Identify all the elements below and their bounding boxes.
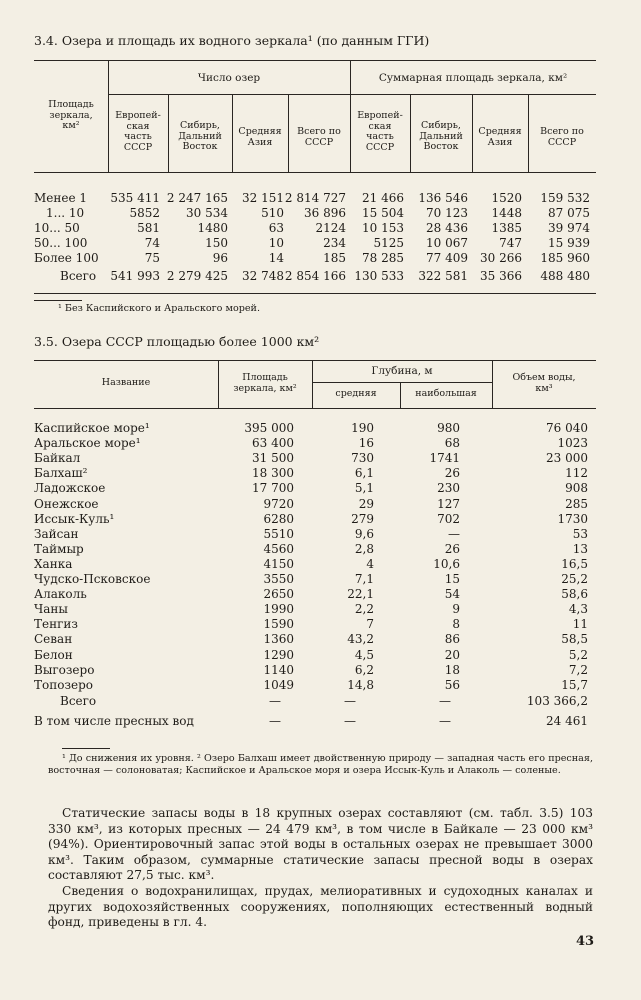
col-header-depth-max: наибольшая [415, 388, 477, 399]
table-cell: 1140 [263, 662, 294, 677]
table-cell: 78 285 [362, 251, 404, 265]
table-cell: 10 [268, 236, 284, 250]
lake-name: Байкал [34, 451, 81, 466]
table-cell: 15 939 [548, 236, 590, 250]
table-rule [34, 360, 596, 361]
lake-name: Балхаш² [34, 466, 88, 481]
table-cell: 30 534 [186, 206, 228, 220]
table-cell: 2 247 165 [166, 191, 228, 205]
table-cell: 2 854 166 [284, 269, 346, 283]
table-cell: 68 [444, 436, 460, 451]
table-cell: 32 151 [242, 191, 284, 205]
table-cell: 127 [437, 496, 460, 511]
col-header-name: Название [101, 377, 151, 388]
table-rule [34, 60, 596, 61]
table-cell: 541 993 [110, 269, 160, 283]
table-cell: 7 [366, 617, 374, 632]
table-cell: 9,6 [354, 526, 374, 541]
table-rule [34, 408, 596, 409]
col-header-area: Площадь зеркала, км² [48, 99, 94, 131]
lake-name: В том числе пресных вод [34, 714, 194, 728]
table-cell: 1385 [491, 221, 522, 235]
table-cell: 103 366,2 [526, 694, 588, 708]
lake-name: Тенгиз [34, 617, 78, 632]
table-cell: 56 [444, 677, 460, 692]
table-cell: 322 581 [418, 269, 468, 283]
table-3-5-footnote: ¹ До снижения их уровня. ² Озеро Балхаш имеет двойственную природу — западная часть его пресная, восточная — солоноватая; Каспийское и Аральское моря и озера Иссык-Куль и Алаколь — соленые. [48, 753, 593, 776]
lake-name: Севан [34, 632, 73, 647]
table-cell: 5,2 [568, 647, 588, 662]
table-cell: 1730 [557, 511, 588, 526]
table-cell: 15 [444, 572, 460, 586]
table-cell: 510 [261, 206, 284, 220]
sub-header: Средняя Азия [478, 126, 522, 148]
table-cell: 16 [358, 436, 374, 451]
table-cell: 10 067 [426, 236, 468, 250]
row-label: 50... 100 [34, 236, 88, 250]
table-rule [108, 94, 596, 95]
table-cell: 25,2 [561, 572, 588, 586]
table-cell: — [269, 714, 281, 728]
table-cell: 159 532 [540, 191, 590, 205]
lake-name: Зайсан [34, 526, 79, 541]
table-cell: 29 [358, 496, 374, 511]
body-paragraph: Сведения о водохранилищах, прудах, мелиоративных и судоходных каналах и других водохозяйственных сооружениях, пополняющих естественный водный фонд, приведены в гл. 4. [48, 884, 593, 929]
sub-header: Сибирь, Дальний Восток [419, 120, 463, 152]
footnote-rule [34, 300, 82, 301]
lake-name: Белон [34, 647, 73, 662]
table-cell: 30 266 [480, 251, 522, 265]
table-cell: 908 [565, 481, 588, 496]
table-cell: 1448 [491, 206, 522, 220]
table-cell: — [439, 714, 451, 728]
body-paragraph: Статические запасы воды в 18 крупных озерах составляют (см. табл. 3.5) 103 330 км³, из которых пресных — 24 479 км³, в том числе в Байкале — 23 000 км³ (94%). Ориентировочный запас этой воды в остальных озерах не превышает 3000 км³. Таким образом, суммарные статические запасы пресной воды в озерах составляют 27,5 тыс. км³. [48, 806, 593, 882]
table-rule [34, 172, 596, 173]
table-cell: 488 480 [540, 269, 590, 283]
lake-name: Алаколь [34, 587, 87, 602]
table-cell: 4,5 [354, 647, 374, 662]
table-cell: 980 [437, 421, 460, 435]
table-cell: 17 700 [252, 481, 294, 496]
table-cell: 8 [452, 617, 460, 632]
row-label: 1... 10 [46, 206, 85, 220]
col-header-depth: Глубина, м [371, 365, 433, 377]
table-cell: 136 546 [418, 191, 468, 205]
table-cell: 150 [205, 236, 228, 250]
table-cell: 70 123 [426, 206, 468, 220]
table-cell: 32 748 [242, 269, 284, 283]
lake-name: Чаны [34, 602, 68, 617]
table-cell: 1480 [197, 221, 228, 235]
lake-name: Иссык-Куль¹ [34, 511, 115, 526]
table-cell: 4,3 [568, 602, 588, 617]
table-cell: 2 814 727 [284, 191, 346, 205]
table-cell: 747 [499, 236, 522, 250]
lake-name: Каспийское море¹ [34, 421, 150, 435]
table-cell: 5125 [373, 236, 404, 250]
table-cell: 2650 [263, 587, 294, 602]
table-cell: 112 [565, 466, 588, 481]
table-3-4-title: 3.4. Озера и площадь их водного зеркала¹ (по данным ГГИ) [34, 33, 430, 48]
table-cell: — [269, 694, 281, 708]
table-cell: 18 300 [252, 466, 294, 481]
table-cell: 11 [572, 617, 588, 632]
table-cell: 21 466 [362, 191, 404, 205]
page-number: 43 [576, 934, 595, 949]
table-cell: 9 [452, 602, 460, 617]
table-cell: 395 000 [244, 421, 294, 435]
lake-name: Аральское море¹ [34, 436, 141, 451]
lake-name: Ладожское [34, 481, 106, 496]
table-cell: 23 000 [546, 451, 588, 466]
table-cell: 74 [144, 236, 160, 250]
table-3-4-footnote: ¹ Без Каспийского и Аральского морей. [58, 303, 260, 314]
table-cell: 26 [444, 541, 460, 556]
table-cell: 702 [437, 511, 460, 526]
sub-header: Средняя Азия [238, 126, 282, 148]
group-header-total-area: Суммарная площадь зеркала, км² [378, 72, 568, 84]
table-cell: 4150 [263, 556, 294, 571]
table-cell: 10,6 [433, 556, 460, 571]
table-cell: 20 [444, 647, 460, 662]
table-cell: 185 [323, 251, 346, 265]
table-cell: 36 896 [304, 206, 346, 220]
table-cell: 1290 [263, 647, 294, 662]
table-cell: 14 [268, 251, 284, 265]
lake-name: Выгозеро [34, 662, 95, 677]
table-cell: 1360 [263, 632, 294, 647]
col-header-depth-average: средняя [335, 388, 377, 399]
table-cell: 24 461 [546, 714, 588, 728]
table-cell: 185 960 [540, 251, 590, 265]
row-label: 10... 50 [34, 221, 80, 235]
lake-name: Онежское [34, 496, 99, 511]
table-cell: 53 [572, 526, 588, 541]
table-cell: 4 [366, 556, 374, 571]
table-cell: 7,2 [568, 662, 588, 677]
table-cell: — [344, 714, 356, 728]
table-cell: 87 075 [548, 206, 590, 220]
table-cell: 58,5 [561, 632, 588, 647]
lake-name: Ханка [34, 556, 73, 571]
table-cell: 279 [351, 511, 374, 526]
table-cell: 5510 [263, 526, 294, 541]
sub-header: Европей- ская часть СССР [357, 110, 403, 153]
sub-header: Всего по СССР [297, 126, 341, 148]
table-cell: 35 366 [480, 269, 522, 283]
lake-name: Всего [60, 694, 97, 708]
sub-header: Всего по СССР [540, 126, 584, 148]
table-cell: 58,6 [561, 587, 588, 602]
table-cell: 730 [351, 451, 374, 466]
table-cell: 43,2 [347, 632, 374, 647]
table-cell: 6280 [263, 511, 294, 526]
table-cell: 22,1 [347, 587, 374, 602]
table-cell: 190 [351, 421, 374, 435]
table-cell: 54 [444, 587, 460, 602]
table-cell: 2,2 [354, 602, 374, 617]
table-cell: 2124 [315, 221, 346, 235]
table-cell: 1023 [557, 436, 588, 451]
table-cell: 18 [444, 662, 460, 677]
table-rule [34, 293, 596, 294]
table-cell: 10 153 [362, 221, 404, 235]
table-cell: 9720 [263, 496, 294, 511]
table-cell: 2 279 425 [166, 269, 228, 283]
table-cell: 230 [437, 481, 460, 496]
table-cell: 4560 [263, 541, 294, 556]
table-cell: 13 [572, 541, 588, 556]
table-cell: 75 [144, 251, 160, 265]
table-cell: 96 [212, 251, 228, 265]
table-cell: 63 [268, 221, 284, 235]
table-cell: 1741 [429, 451, 460, 466]
sub-header: Европей- ская часть СССР [115, 110, 161, 153]
table-cell: 1520 [491, 191, 522, 205]
table-cell: 1990 [263, 602, 294, 617]
table-cell: 39 974 [548, 221, 590, 235]
sub-header: Сибирь, Дальний Восток [178, 120, 222, 152]
table-cell: 5,1 [354, 481, 374, 496]
table-cell: 1590 [263, 617, 294, 632]
footnote-rule [62, 748, 110, 749]
group-header-lake-count: Число озер [197, 72, 261, 84]
table-cell: 77 409 [426, 251, 468, 265]
table-cell: 7,1 [354, 572, 374, 586]
table-cell: 16,5 [561, 556, 588, 571]
lake-name: Таймыр [34, 541, 84, 556]
lake-name: Топозеро [34, 677, 94, 692]
table-cell: 130 533 [354, 269, 404, 283]
row-label: Более 100 [34, 251, 99, 265]
table-cell: — [439, 694, 451, 708]
lake-name: Чудско-Псковское [34, 572, 151, 586]
table-cell: 28 436 [426, 221, 468, 235]
table-cell: 15 504 [362, 206, 404, 220]
table-3-5-title: 3.5. Озера СССР площадью более 1000 км² [34, 334, 320, 349]
table-cell: 1049 [263, 677, 294, 692]
table-cell: — [344, 694, 356, 708]
row-label: Всего [60, 269, 97, 283]
table-cell: 535 411 [110, 191, 160, 205]
col-header-area: Площадь зеркала, км² [233, 372, 297, 394]
col-header-volume: Объем воды, км³ [512, 372, 576, 394]
table-cell: 234 [323, 236, 346, 250]
table-cell: 6,1 [354, 466, 374, 481]
table-cell: 3550 [263, 572, 294, 586]
table-cell: 5852 [129, 206, 160, 220]
table-cell: 6,2 [354, 662, 374, 677]
table-cell: 2,8 [354, 541, 374, 556]
table-cell: 581 [137, 221, 160, 235]
table-cell: 26 [444, 466, 460, 481]
table-cell: 31 500 [252, 451, 294, 466]
table-cell: — [448, 526, 460, 541]
table-cell: 285 [565, 496, 588, 511]
table-cell: 63 400 [252, 436, 294, 451]
table-cell: 15,7 [561, 677, 588, 692]
table-rule [312, 382, 492, 383]
table-cell: 14,8 [347, 677, 374, 692]
table-cell: 86 [444, 632, 460, 647]
table-cell: 76 040 [546, 421, 588, 435]
row-label: Менее 1 [34, 191, 88, 205]
